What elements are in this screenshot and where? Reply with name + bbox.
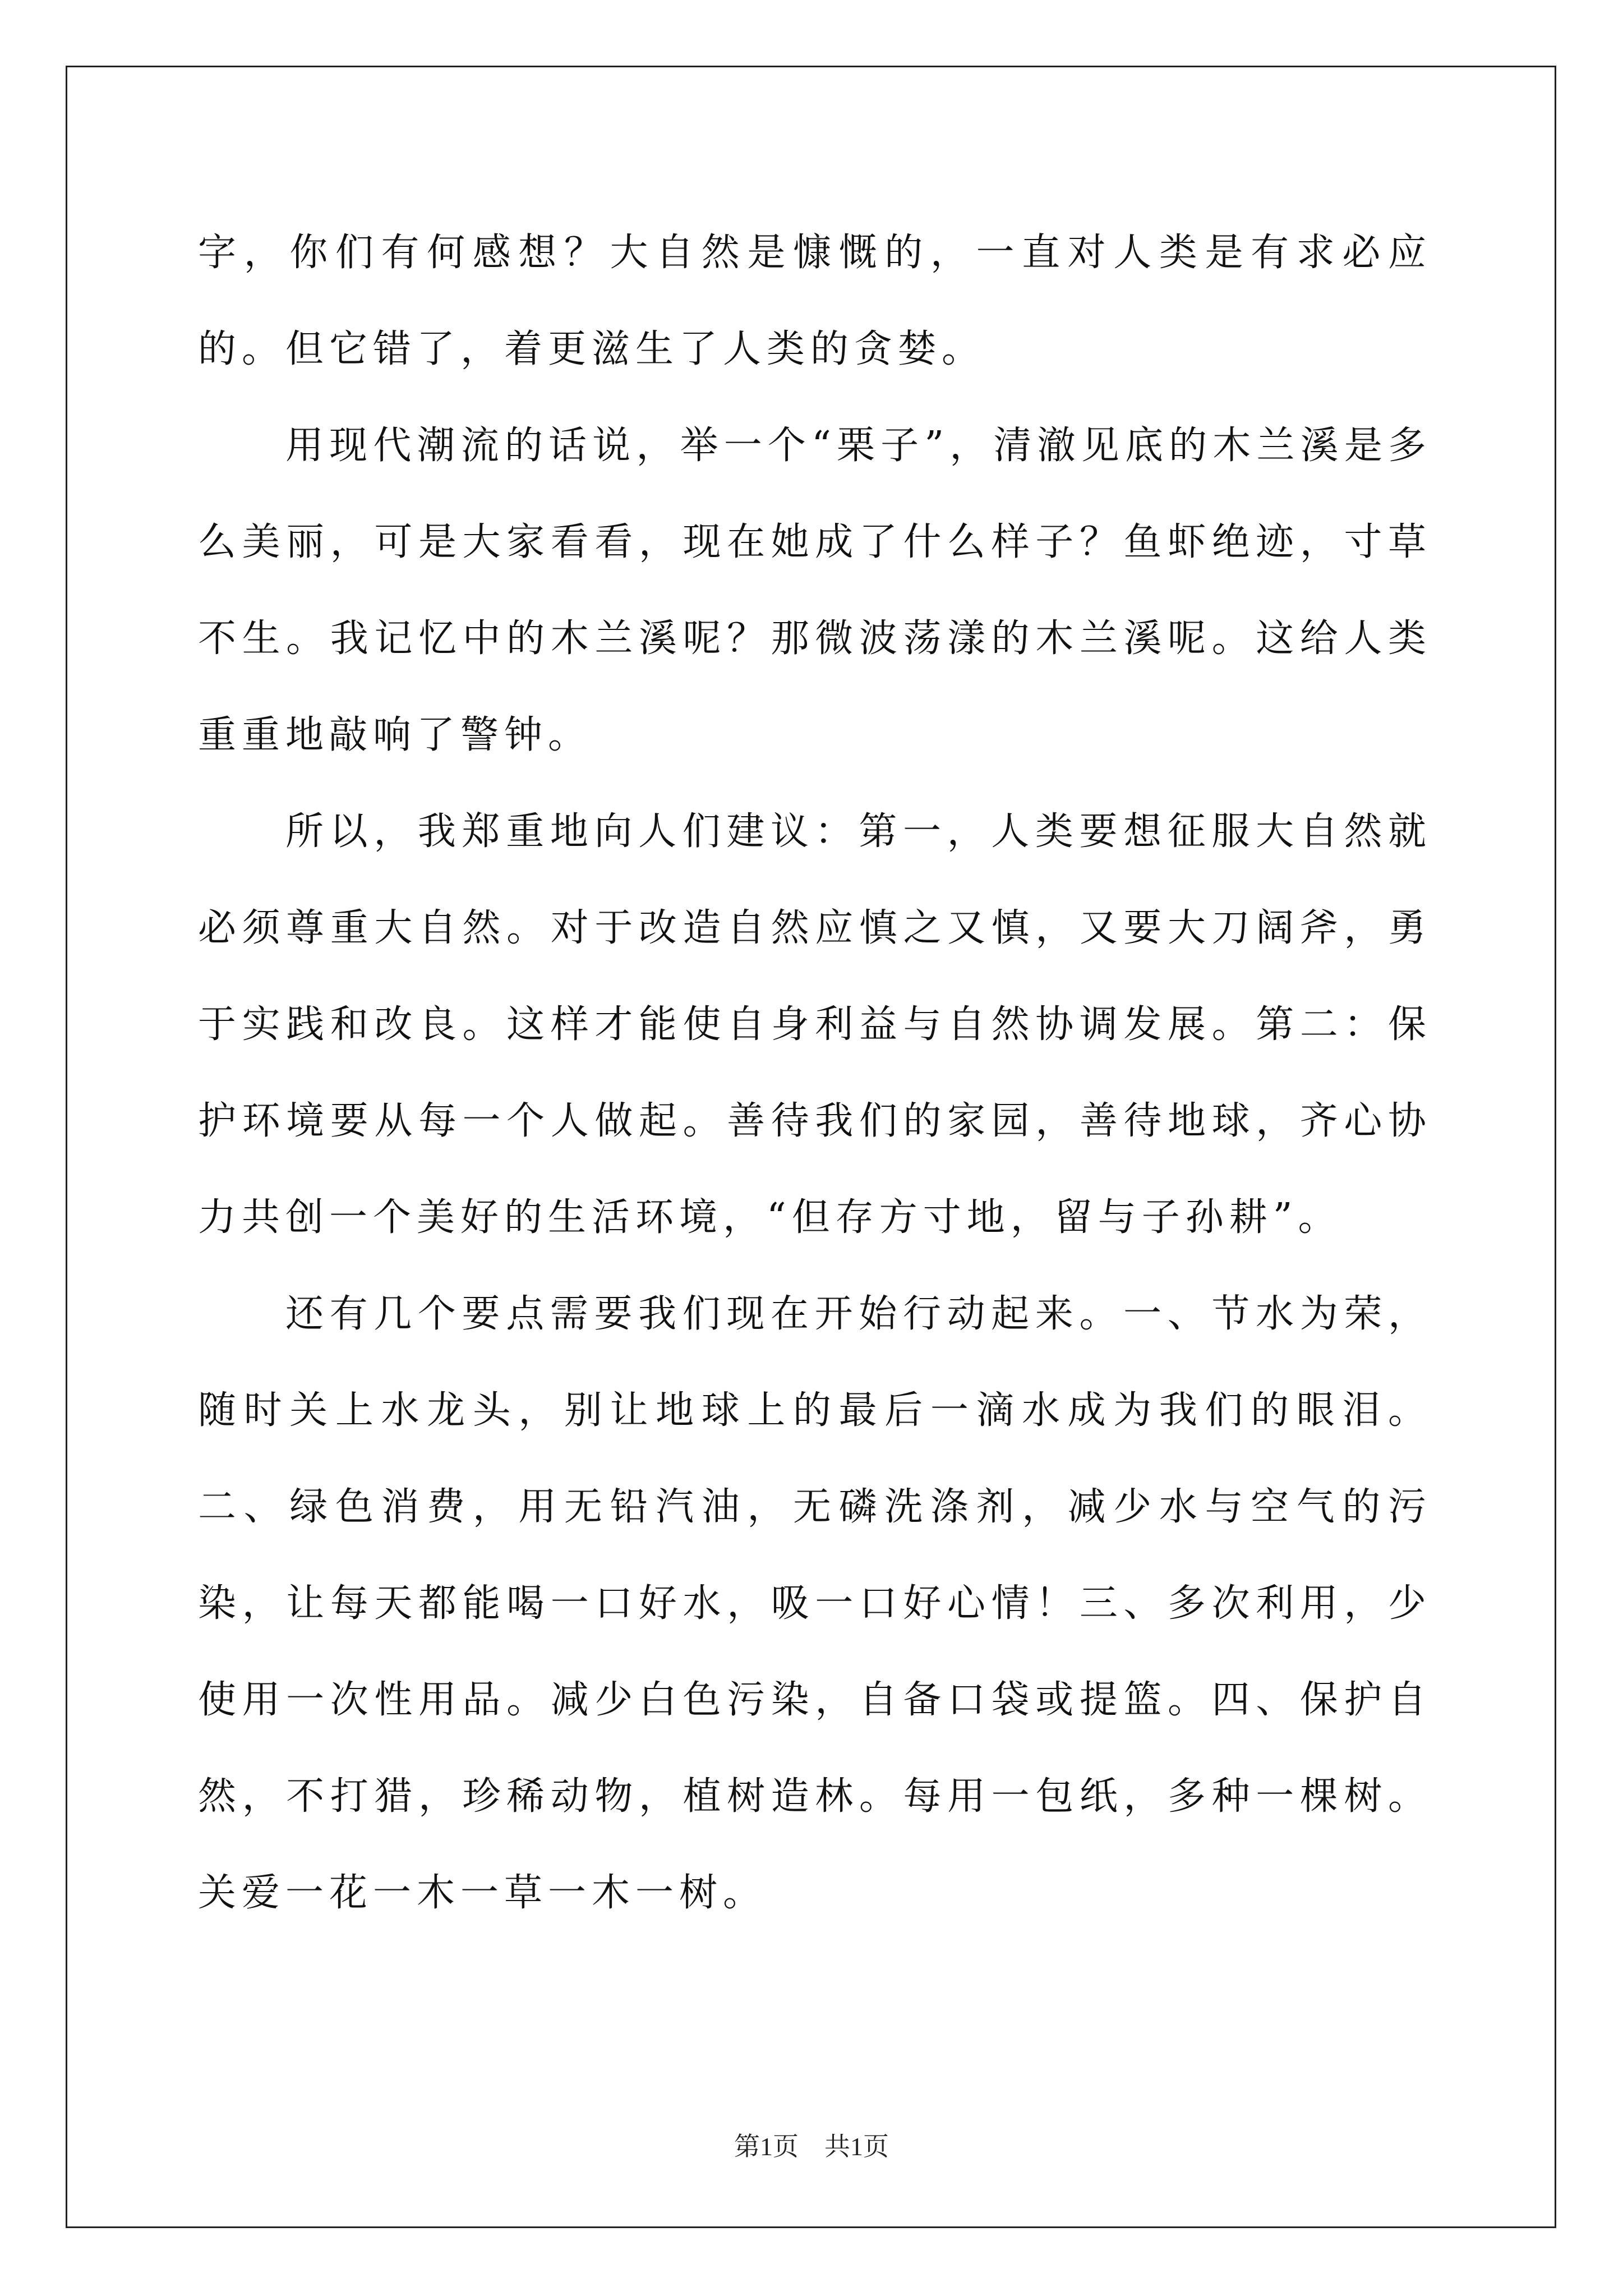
paragraph-1: 字，你们有何感想？大自然是慷慨的，一直对人类是有求必应的。但它错了，着更滋生了人类的贪婪。 [198,231,1432,371]
page-footer: 第1页 共1页 [734,2132,889,2161]
paragraph-2: 用现代潮流的话说，举一个“栗子”，清澈见底的木兰溪是多么美丽，可是大家看看，现在她成了什么样子？鱼虾绝迹，寸草不生。我记忆中的木兰溪呢？那微波荡漾的木兰溪呢。这给人类重重地敲响了警钟。 [198,424,1432,757]
paragraph-4: 还有几个要点需要我们现在开始行动起来。一、节水为荣，随时关上水龙头，别让地球上的最后一滴水成为我们的眼泪。二、绿色消费，用无铅汽油，无磷洗涤剂，减少水与空气的污染，让每天都能喝一口好水，吸一口好心情！三、多次利用，少使用一次性用品。减少白色污染，自备口袋或提篮。四、保护自然，不打猎，珍稀动物，植树造林。每用一包纸，多种一棵树。关爱一花一木一草一木一树。 [198,1292,1432,1915]
document-body [198,205,1432,1941]
paragraph-3: 所以，我郑重地向人们建议：第一，人类要想征服大自然就必须尊重大自然。对于改造自然应慎之又慎，又要大刀阔斧，勇于实践和改良。这样才能使自身利益与自然协调发展。第二：保护环境要从每一个人做起。善待我们的家园，善待地球，齐心协力共创一个美好的生活环境，“但存方寸地，留与子孙耕”。 [198,809,1432,1240]
